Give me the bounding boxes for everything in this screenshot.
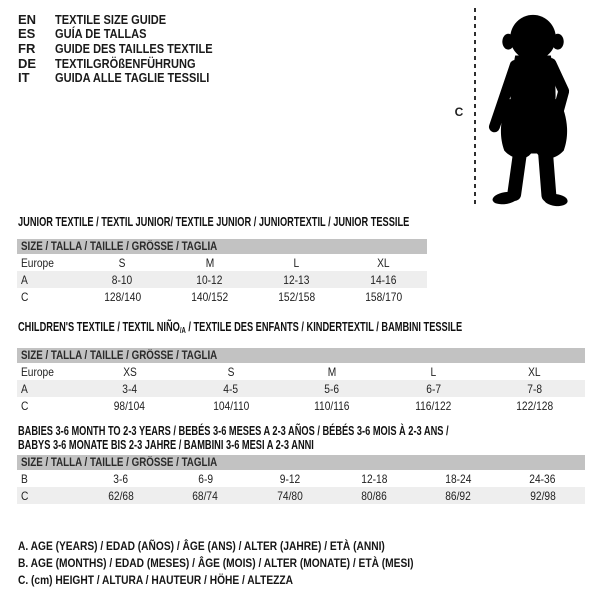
value-cell: 152/158 <box>278 289 315 304</box>
size-column-header: M <box>327 364 337 379</box>
table-row <box>17 380 585 397</box>
footnotes <box>18 537 483 588</box>
language-row <box>18 12 240 27</box>
value-cell: 110/116 <box>314 398 350 413</box>
size-column-header: L <box>430 364 437 379</box>
section-title <box>17 438 585 452</box>
table-row <box>17 487 585 504</box>
section-title <box>17 320 585 338</box>
value-cell: 62/68 <box>108 488 134 503</box>
section-title <box>17 215 427 229</box>
size-column-header: XL <box>528 364 541 379</box>
value-cell: 8-10 <box>112 272 133 287</box>
footnote-line: B. AGE (MONTHS) / EDAD (MESES) / ÂGE (MOIS) / ALTER (MONATE) / ETÀ (MESI) <box>18 555 414 570</box>
size-column-header: XS <box>122 364 137 379</box>
value-cell: 7-8 <box>527 381 542 396</box>
row-label: A <box>21 381 28 396</box>
value-cell: 6-9 <box>198 471 213 486</box>
language-title-list <box>18 12 240 85</box>
section-title-segment: BABYS 3-6 MONATE BIS 2-3 JAHRE / BAMBINI 3-6 MESI A 2-3 ANNI <box>18 438 314 452</box>
language-row <box>18 70 240 85</box>
language-code: ES <box>18 26 36 42</box>
language-guide-title: TEXTILE SIZE GUIDE <box>55 11 167 27</box>
size-column-header: L <box>293 255 300 270</box>
value-cell: 3-4 <box>122 381 137 396</box>
value-cell: 9-12 <box>279 471 301 486</box>
value-cell: 98/104 <box>113 398 146 413</box>
height-measure-label: C <box>454 105 464 119</box>
section-title <box>17 424 585 438</box>
value-cell: 3-6 <box>113 471 129 486</box>
value-cell: 74/80 <box>277 488 303 503</box>
section-title-segment: JUNIOR TEXTILE / TEXTIL JUNIOR/ TEXTILE JUNIOR / JUNIORTEXTIL / JUNIOR TESSILE <box>18 215 410 229</box>
size-header-bar <box>17 239 427 254</box>
size-header-text: SIZE / TALLA / TAILLE / GRÖSSE / TAGLIA <box>21 240 218 253</box>
column-header-row <box>17 254 427 271</box>
value-cell: 158/170 <box>365 289 402 304</box>
height-dashed-line <box>474 8 476 207</box>
value-cell: 5-6 <box>324 381 340 396</box>
footnote-line: C. (cm) HEIGHT / ALTURA / HAUTEUR / HÖHE / ALTEZZA <box>18 572 294 587</box>
language-code: EN <box>18 11 37 27</box>
language-guide-title: GUIDA ALLE TAGLIE TESSILI <box>55 70 210 86</box>
value-cell: 12-18 <box>361 471 388 486</box>
row-label: A <box>21 272 28 287</box>
size-column-header: S <box>119 255 126 270</box>
value-cell: 14-16 <box>370 272 397 287</box>
table-row <box>17 288 427 305</box>
table-row <box>17 470 585 487</box>
language-guide-title: GUIDE DES TAILLES TEXTILE <box>55 40 213 56</box>
value-cell: 122/128 <box>515 398 553 413</box>
size-table <box>17 239 427 305</box>
size-column-header: S <box>227 364 235 379</box>
value-cell: 18-24 <box>445 471 472 486</box>
row-label: C <box>21 398 29 413</box>
language-code: IT <box>18 70 30 86</box>
value-cell: 140/152 <box>191 289 228 304</box>
footnote-line: A. AGE (YEARS) / EDAD (AÑOS) / ÂGE (ANS) / ALTER (JAHRE) / ETÀ (ANNI) <box>18 538 385 553</box>
row-label: C <box>21 488 29 503</box>
size-column-header: XL <box>377 255 390 270</box>
language-code: FR <box>18 40 36 56</box>
region-column-header: Europe <box>21 364 54 379</box>
size-table <box>17 348 585 414</box>
language-row <box>18 56 240 71</box>
language-guide-title: TEXTILGRÖßENFÜHRUNG <box>55 55 196 71</box>
size-table-section <box>17 424 585 504</box>
value-cell: 80/86 <box>361 488 387 503</box>
section-title-segment: / TEXTILE DES ENFANTS / KINDERTEXTIL / BAMBINI TESSILE <box>185 320 463 334</box>
table-row <box>17 397 585 414</box>
language-row <box>18 27 240 42</box>
size-header-text: SIZE / TALLA / TAILLE / GRÖSSE / TAGLIA <box>21 349 218 362</box>
size-header-bar <box>17 348 585 363</box>
section-title-segment: CHILDREN'S TEXTILE / TEXTIL NIÑO <box>18 320 180 334</box>
language-guide-title: GUÍA DE TALLAS <box>55 26 147 42</box>
row-label: C <box>21 289 29 304</box>
table-row <box>17 271 427 288</box>
value-cell: 10-12 <box>196 272 223 287</box>
value-cell: 128/140 <box>104 289 141 304</box>
value-cell: 104/110 <box>212 398 249 413</box>
value-cell: 86/92 <box>445 488 472 503</box>
section-title-segment: BABIES 3-6 MONTH TO 2-3 YEARS / BEBÉS 3-6 MESES A 2-3 AÑOS / BÉBÉS 3-6 MOIS À 2-3 ANS / <box>18 424 449 438</box>
size-column-header: M <box>205 255 214 270</box>
value-cell: 116/122 <box>415 398 452 413</box>
value-cell: 12-13 <box>283 272 310 287</box>
language-code: DE <box>18 55 37 71</box>
section-title-segment: /A <box>179 326 186 335</box>
region-column-header: Europe <box>21 255 54 270</box>
toddler-silhouette-icon <box>481 8 589 208</box>
value-cell: 24-36 <box>529 471 556 486</box>
value-cell: 6-7 <box>425 381 441 396</box>
language-row <box>18 41 240 56</box>
row-label: B <box>21 471 28 486</box>
size-table-section <box>17 215 427 305</box>
size-header-text: SIZE / TALLA / TAILLE / GRÖSSE / TAGLIA <box>21 456 218 469</box>
column-header-row <box>17 363 585 380</box>
value-cell: 4-5 <box>223 381 239 396</box>
value-cell: 68/74 <box>192 488 219 503</box>
size-table-section <box>17 320 585 414</box>
value-cell: 92/98 <box>530 488 556 503</box>
size-table <box>17 455 585 504</box>
size-header-bar <box>17 455 585 470</box>
